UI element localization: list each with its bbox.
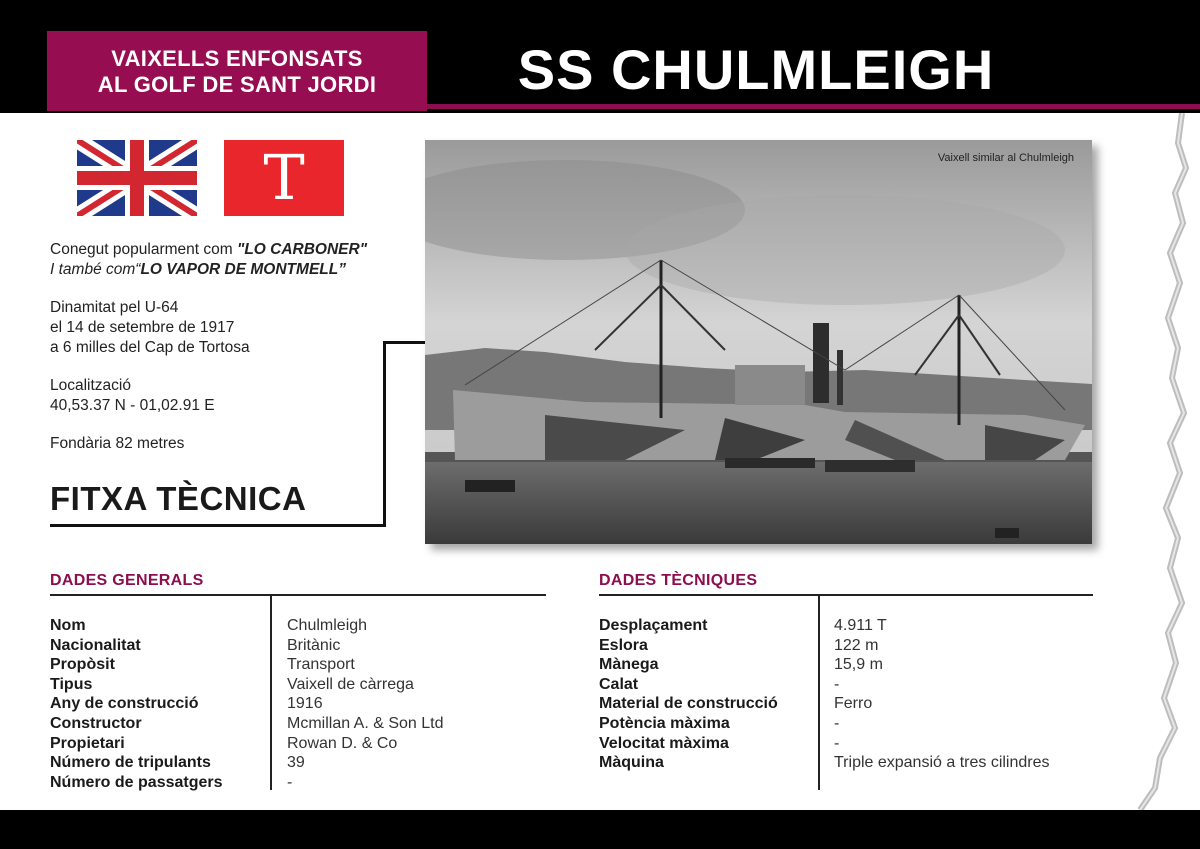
row-label: Número de tripulants (50, 754, 211, 772)
header-accent-rule (426, 104, 1200, 109)
row-value: Ferro (834, 695, 873, 713)
company-flag-letter: T (263, 141, 305, 214)
row-label: Número de passatgers (50, 773, 223, 791)
union-jack-flag-icon (77, 140, 197, 216)
technical-data-heading: DADES TÈCNIQUES (599, 572, 758, 589)
location-value: 40,53.37 N - 01,02.91 E (50, 397, 215, 414)
table-row (599, 675, 1050, 695)
location-label: Localització (50, 377, 131, 394)
table-row (599, 714, 1050, 734)
table-row (599, 753, 1050, 773)
table-row (599, 655, 1050, 675)
technical-data-rule (599, 594, 1093, 596)
row-value: 1916 (287, 695, 323, 713)
table-row (599, 734, 1050, 754)
also-known-name: LO VAPOR DE MONTMELL” (140, 261, 346, 278)
row-label: Velocitat màxima (599, 734, 729, 752)
table-row (50, 773, 444, 793)
row-value: - (834, 714, 840, 732)
row-label: Propòsit (50, 656, 115, 674)
row-value: 15,9 m (834, 656, 883, 674)
table-row (50, 616, 444, 636)
row-label: Eslora (599, 636, 648, 654)
row-value: Triple expansió a tres cilindres (834, 754, 1050, 772)
photo-caption: Vaixell similar al Chulmleigh (937, 152, 1074, 164)
row-value: 39 (287, 754, 305, 772)
row-label: Nom (50, 617, 86, 634)
row-label: Constructor (50, 714, 142, 732)
row-label: Propietari (50, 734, 125, 752)
general-data-rule (50, 594, 546, 596)
torn-paper-edge (1120, 113, 1200, 810)
row-value: Chulmleigh (287, 617, 368, 634)
connector-line (383, 341, 425, 344)
row-value: 4.911 T (834, 617, 887, 634)
series-title-line1: VAIXELLS ENFONSATS (111, 46, 363, 71)
row-value: Mcmillan A. & Son Ltd (287, 714, 444, 732)
ship-title: SS CHULMLEIGH (517, 38, 995, 101)
table-row (50, 655, 444, 675)
row-value: Vaixell de càrrega (287, 675, 414, 693)
connector-line (50, 524, 386, 527)
table-row (50, 714, 444, 734)
row-value: Transport (287, 656, 355, 674)
table-row (50, 694, 444, 714)
row-label: Tipus (50, 675, 93, 693)
general-data-heading: DADES GENERALS (50, 572, 204, 589)
known-as-name: "LO CARBONER" (236, 241, 368, 258)
row-label: Potència màxima (599, 714, 730, 732)
row-label: Nacionalitat (50, 636, 141, 654)
known-as-prefix: Conegut popularment com (50, 241, 237, 258)
connector-line (383, 343, 386, 527)
row-label: Mànega (599, 656, 659, 674)
table-row (50, 675, 444, 695)
intro-text (50, 240, 420, 472)
row-value: 122 m (834, 636, 879, 654)
table-row (50, 636, 444, 656)
table-row (599, 636, 1050, 656)
table-row (599, 694, 1050, 714)
row-value: Rowan D. & Co (287, 734, 398, 752)
row-value: Britànic (287, 636, 341, 654)
row-value: - (287, 773, 293, 791)
row-label: Calat (599, 675, 639, 693)
footer-band (0, 810, 1200, 849)
series-title-line2: AL GOLF DE SANT JORDI (97, 72, 377, 97)
sunk-line-1: Dinamitat pel U-64 (50, 299, 179, 316)
row-label: Material de construcció (599, 695, 778, 713)
table-row (50, 753, 444, 773)
ship-photo-image (425, 140, 1092, 544)
row-label: Desplaçament (599, 617, 708, 634)
series-title-box (47, 31, 427, 111)
row-label: Any de construcció (50, 695, 199, 713)
row-value: - (834, 675, 840, 693)
row-label: Màquina (599, 754, 664, 772)
row-value: - (834, 734, 840, 752)
also-known-prefix: I també com“ (50, 261, 141, 278)
table-row (50, 734, 444, 754)
technical-data-table (599, 616, 1050, 773)
general-data-table (50, 616, 444, 792)
depth-text: Fondària 82 metres (50, 435, 185, 452)
sunk-line-2: el 14 de setembre de 1917 (50, 319, 235, 336)
ship-photo (425, 140, 1092, 544)
company-flag (224, 140, 344, 216)
sunk-line-3: a 6 milles del Cap de Tortosa (50, 339, 250, 356)
table-row (599, 616, 1050, 636)
fitxa-tecnica-title: FITXA TÈCNICA (50, 480, 307, 517)
